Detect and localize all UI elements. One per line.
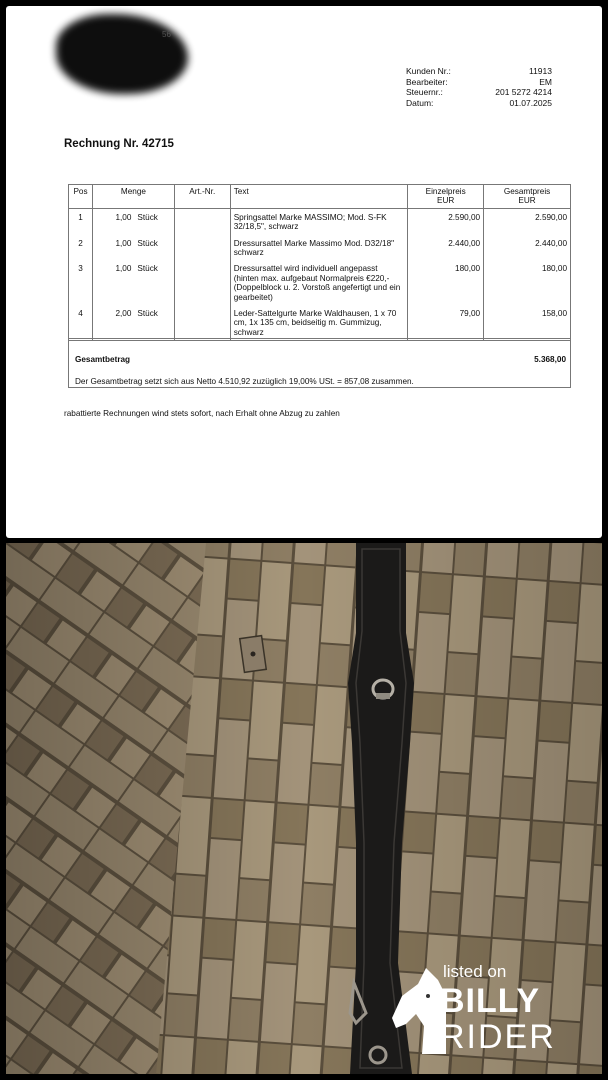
invoice-title: Rechnung Nr. 42715	[64, 138, 174, 150]
header-einzelpreis: Einzelpreis EUR	[408, 185, 484, 209]
header-text: Text	[230, 185, 408, 209]
billy-rider-badge	[388, 962, 588, 1062]
invoice-document	[6, 6, 602, 538]
header-gesamtpreis: Gesamtpreis EUR	[484, 185, 571, 209]
meta-row-clerk: Bearbeiter: EM	[406, 76, 552, 87]
total-note: Der Gesamtbetrag setzt sich aus Netto 4.510,92 zuzüglich 19,00% USt. = 857,08 zusammen.	[75, 377, 414, 386]
meta-row-date: Datum: 01.07.2025	[406, 97, 552, 108]
badge-listed-text: listed on	[443, 962, 507, 981]
total-label: Gesamtbetrag	[75, 355, 131, 364]
redacted-peek-text: 56	[162, 30, 171, 39]
meta-row-tax: Steuernr.: 201 5272 4214	[406, 87, 552, 97]
table-header-row	[69, 185, 571, 209]
horse-head-icon	[388, 966, 448, 1056]
total-box	[68, 338, 571, 388]
table-row: 3 1,00 Stück Dressursattel wird individuell angepasst (hinten max. aufgebaut Normalpreis €220,-(Doppelblock u. 2. Vorstoß angefertigt und ein gearbeitet) 180,00 180,00	[69, 260, 571, 305]
badge-rider-text: RIDER	[440, 1018, 556, 1056]
table-row: 1 1,00 Stück Springsattel Marke MASSIMO; Mod. S-FK 32/18,5", schwarz 2.590,00 2.590,00	[69, 208, 571, 234]
total-value: 5.368,00	[534, 355, 566, 364]
payment-terms: rabattierte Rechnungen wind stets sofort, nach Erhalt ohne Abzug zu zahlen	[64, 409, 340, 418]
header-menge: Menge	[92, 185, 174, 209]
girth-photo	[6, 543, 602, 1074]
header-pos: Pos	[69, 185, 93, 209]
table-row: 2 1,00 Stück Dressursattel Marke Massimo Mod. D32/18" schwarz 2.440,00 2.440,00	[69, 235, 571, 261]
invoice-meta	[406, 66, 552, 108]
badge-billy-text: BILLY	[440, 982, 541, 1020]
table-row: 4 2,00 Stück Leder-Sattelgurte Marke Waldhausen, 1 x 70 cm, 1x 135 cm, beidseitig m. Gummizug, schwarz 79,00 158,00	[69, 305, 571, 341]
redacted-address	[56, 14, 188, 94]
meta-row-customer: Kunden Nr.: 11913	[406, 66, 552, 76]
invoice-items-table	[68, 184, 571, 341]
header-art: Art.-Nr.	[174, 185, 230, 209]
